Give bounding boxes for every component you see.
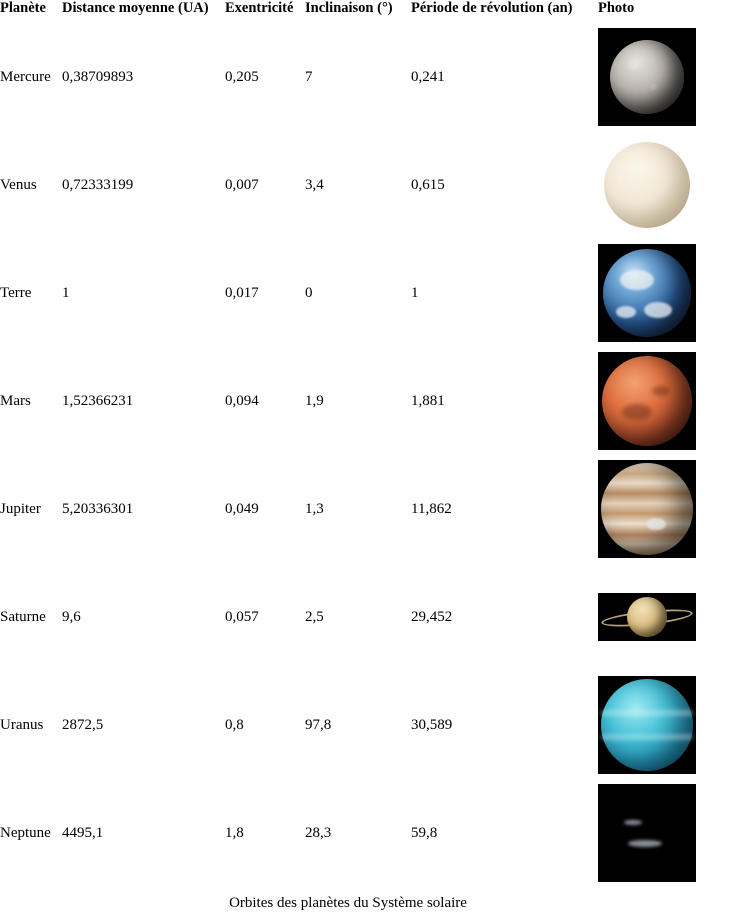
earth-cloud [616,306,636,318]
uranus-planet-image [598,676,696,774]
uranus-band [601,734,693,740]
table-header [0,0,696,23]
cell-excentricite: 0,205 [225,68,259,85]
table-row [0,239,696,347]
cell-photo [598,239,696,347]
earth-planet-image [598,244,696,342]
neptune-planet-image [598,784,696,882]
cell-inclinaison: 28,3 [305,824,332,841]
neptune-disc [603,789,691,877]
neptune-cloud [624,820,642,825]
cell-planete: Venus [0,176,37,193]
cell-excentricite: 0,057 [225,608,259,625]
cell-photo [598,131,696,239]
cell-excentricite: 1,8 [225,824,244,841]
venus-disc [604,142,690,228]
column-header-inclinaison: Inclinaison (°) [305,0,393,16]
cell-distance: 4495,1 [62,824,104,841]
venus-planet-image [598,136,696,234]
cell-distance: 1,52366231 [62,392,134,409]
table-row [0,131,696,239]
cell-periode: 59,8 [411,824,438,841]
table-row [0,671,696,779]
column-header-planete: Planète [0,0,46,16]
table-row [0,455,696,563]
cell-excentricite: 0,8 [225,716,244,733]
cell-photo [598,455,696,563]
mars-planet-image [598,352,696,450]
cell-excentricite: 0,094 [225,392,259,409]
column-header-photo: Photo [598,0,635,16]
cell-distance: 9,6 [62,608,81,625]
cell-planete: Mars [0,392,31,409]
mercury-crater [650,84,657,90]
cell-distance: 5,20336301 [62,500,134,517]
cell-distance: 1 [62,284,70,301]
cell-excentricite: 0,007 [225,176,259,193]
cell-inclinaison: 97,8 [305,716,332,733]
cell-distance: 0,72333199 [62,176,134,193]
column-header-excentricite: Exentricité [225,0,294,16]
table-header-row [0,0,696,23]
cell-photo [598,23,696,131]
earth-cloud [620,270,654,290]
column-header-distance: Distance moyenne (UA) [62,0,209,16]
mercury-planet-image [598,28,696,126]
column-header-periode: Période de révolution (an) [411,0,573,16]
cell-inclinaison: 1,3 [305,500,324,517]
table-caption: Orbites des planètes du Système solaire [229,895,467,911]
uranus-band [601,710,693,716]
cell-inclinaison: 2,5 [305,608,324,625]
cell-distance: 0,38709893 [62,68,134,85]
table-body [0,23,696,887]
table-row [0,779,696,887]
mercury-crater [628,62,638,70]
cell-inclinaison: 3,4 [305,176,324,193]
cell-planete: Jupiter [0,500,41,517]
cell-inclinaison: 7 [305,68,313,85]
cell-distance: 2872,5 [62,716,104,733]
jupiter-disc [601,463,693,555]
neptune-cloud [628,840,662,847]
mercury-disc [610,40,684,114]
cell-periode: 1 [411,284,419,301]
earth-cloud [644,302,672,318]
cell-photo [598,347,696,455]
cell-periode: 30,589 [411,716,453,733]
cell-planete: Uranus [0,716,44,733]
mars-surface-feature [652,386,670,396]
cell-periode: 11,862 [411,500,452,517]
mars-surface-feature [622,404,652,420]
cell-periode: 0,615 [411,176,445,193]
table-row [0,563,696,671]
cell-photo [598,779,696,887]
cell-photo [598,563,696,671]
jupiter-planet-image [598,460,696,558]
cell-planete: Saturne [0,608,46,625]
cell-inclinaison: 0 [305,284,313,301]
jupiter-great-spot [646,518,666,530]
cell-planete: Neptune [0,824,51,841]
cell-planete: Mercure [0,68,51,85]
cell-inclinaison: 1,9 [305,392,324,409]
cell-planete: Terre [0,284,32,301]
cell-periode: 1,881 [411,392,445,409]
table-row [0,23,696,131]
cell-photo [598,671,696,779]
cell-periode: 0,241 [411,68,445,85]
cell-excentricite: 0,049 [225,500,259,517]
cell-periode: 29,452 [411,608,453,625]
saturn-planet-image [598,593,696,641]
uranus-disc [601,679,693,771]
saturn-disc [627,597,667,637]
table-row [0,347,696,455]
cell-excentricite: 0,017 [225,284,259,301]
earth-disc [603,249,691,337]
mars-disc [602,356,692,446]
